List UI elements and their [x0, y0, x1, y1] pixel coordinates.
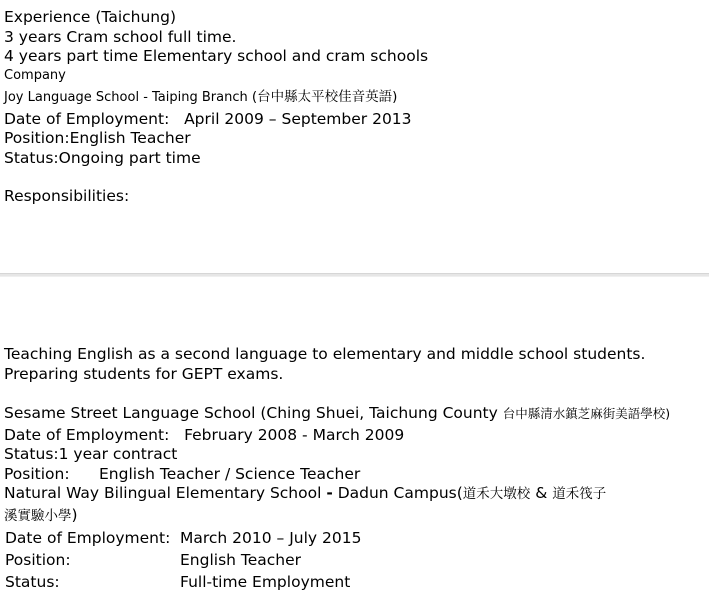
school-name-row-3 [4, 484, 606, 504]
position-row-2 [4, 465, 360, 484]
responsibility-line-1: Teaching English as a second language to elementary and middle school students. [4, 345, 646, 363]
experience-heading: Experience (Taichung) [4, 8, 176, 26]
employment-date-value-2: February 2008 - March 2009 [184, 426, 405, 444]
page-break-divider [0, 273, 709, 277]
company-name-text: Joy Language School - Taiping Branch [4, 90, 252, 105]
company-name-cjk: (台中縣太平校佳音英語) [251, 89, 398, 105]
status-value-2: 1 year contract [58, 445, 178, 463]
status-value: Ongoing part time [58, 149, 201, 167]
school-name-text: Sesame Street Language School (Ching Shuei, Taichung County [4, 404, 503, 422]
school-cjk-3: 溪實驗小學 [4, 508, 72, 524]
company-label: Company [4, 68, 66, 83]
responsibility-line-2: Preparing students for GEPT exams. [4, 365, 284, 383]
summary-line-part-time: 4 years part time Elementary school and cram schools [4, 47, 429, 65]
employment-date-row [4, 110, 412, 129]
status-label-2: Status: [4, 445, 59, 463]
school-cjk-1: 道禾大墩校 [462, 486, 531, 502]
status-row-2 [4, 445, 177, 464]
position-label: Position: [4, 129, 70, 147]
position-row-3 [5, 551, 301, 570]
school-campus-text: Dadun Campus( [332, 484, 463, 502]
status-label: Status: [4, 149, 59, 167]
school-name-row [4, 404, 670, 423]
summary-line-cram: 3 years Cram school full time. [4, 28, 237, 46]
responsibilities-label: Responsibilities: [4, 187, 130, 205]
school-name-text-3: Natural Way Bilingual Elementary School [4, 484, 327, 502]
employment-date-label: Date of Employment: [4, 110, 170, 128]
employment-date-label-3: Date of Employment: [5, 529, 171, 547]
school-name-dash: - [326, 484, 333, 502]
employment-date-value: April 2009 – September 2013 [184, 110, 412, 128]
school-paren-close: ) [71, 506, 78, 524]
company-name [4, 88, 397, 107]
status-label-3: Status: [5, 573, 60, 591]
status-row-3 [5, 573, 350, 592]
school-name-cjk: 台中縣清水鎮芝麻街美語學校) [502, 406, 671, 421]
school-name-row-3-cont [4, 506, 78, 526]
status-row [4, 149, 201, 168]
employment-date-value-3: March 2010 – July 2015 [180, 529, 362, 547]
position-value: English Teacher [69, 129, 191, 147]
position-label-3: Position: [5, 551, 71, 569]
status-value-3: Full-time Employment [180, 573, 351, 591]
position-value-3: English Teacher [180, 551, 302, 569]
school-cjk-2: 道禾筏子 [552, 486, 607, 502]
position-label-2: Position: [4, 465, 70, 483]
employment-date-row-3 [5, 529, 361, 548]
employment-date-label-2: Date of Employment: [4, 426, 170, 444]
school-amp: & [530, 484, 553, 502]
employment-date-row-2 [4, 426, 404, 445]
position-value-2: English Teacher / Science Teacher [99, 465, 361, 483]
position-row [4, 129, 191, 148]
